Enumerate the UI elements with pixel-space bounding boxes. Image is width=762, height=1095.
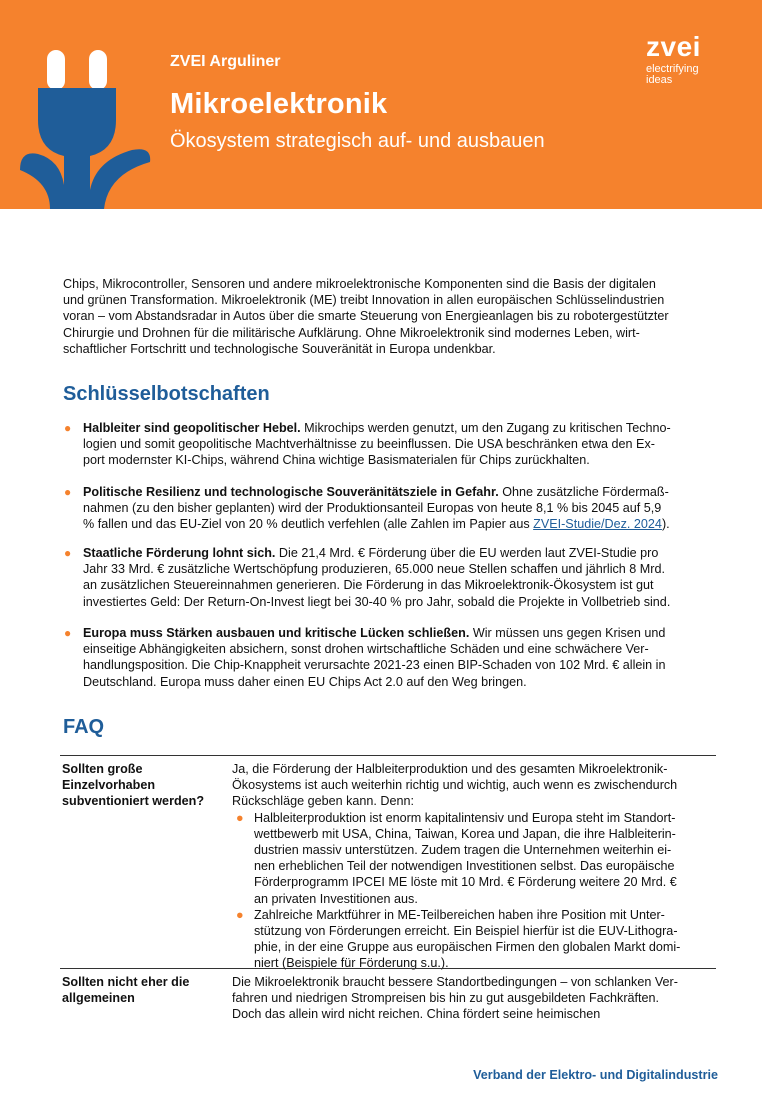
faq-answer-line: fahren und niedrigen Strompreisen bis hin zu gut ausgebildeten Fachkräften. xyxy=(232,991,660,1006)
faq-question-line: Sollten große xyxy=(62,762,143,776)
bullet-icon: ● xyxy=(236,810,244,825)
key-message-line: investiertes Geld: Der Return-On-Invest liegt bei 30-40 % pro Jahr, sobald die Projekte in Vollbetrieb sind. xyxy=(83,594,671,609)
key-message-item xyxy=(63,625,713,690)
intro-line: schaftlicher Fortschritt und technologische Souveränität in Europa undenkbar. xyxy=(63,341,496,356)
faq-question-line: Sollten nicht eher die xyxy=(62,975,190,989)
key-message-line: handlungsposition. Die Chip-Knappheit verursachte 2021-23 einen BIP-Schaden von 102 Mrd. € allein in xyxy=(83,658,666,673)
intro-line: und grünen Transformation. Mikroelektronik (ME) treibt Innovation in allen europäischen Schlüsselindustrien xyxy=(63,293,665,308)
key-message-line: an zusätzlichen Steuereinnahmen generieren. Die Förderung in das Mikroelektronik-Ökosystem ist gut xyxy=(83,578,654,593)
header-banner xyxy=(0,0,762,209)
key-message-text: Die 21,4 Mrd. € Förderung über die EU werden laut ZVEI-Studie pro xyxy=(275,546,659,560)
logo-wordmark: zvei xyxy=(646,31,701,62)
faq-bullet-line: stützung von Förderungen erreicht. Ein Beispiel hierfür ist die EUV-Lithogra- xyxy=(254,924,678,939)
bullet-icon: ● xyxy=(236,907,244,922)
intro-line: voran – vom Abstandsradar in Autos über die smarte Steuerung von Energieanlagen bis zu robotergestützter xyxy=(63,309,669,324)
intro-line: Chips, Mikrocontroller, Sensoren und andere mikroelektronische Komponenten sind die Basis der digitalen xyxy=(63,277,656,291)
key-message-lead: Politische Resilienz und technologische Souveränitätsziele in Gefahr. xyxy=(83,485,499,499)
key-message-line: % fallen und das EU-Ziel von 20 % deutlich verfehlen (alle Zahlen im Papier aus xyxy=(83,517,534,532)
faq-question-line: subventioniert werden? xyxy=(62,794,205,809)
page-subtitle: Ökosystem strategisch auf- und ausbauen xyxy=(170,130,545,152)
zvei-logo xyxy=(646,32,736,94)
key-message-text: Mikrochips werden genutzt, um den Zugang zu kritischen Techno- xyxy=(300,421,671,435)
faq-bullet-line: an privaten Investitionen aus. xyxy=(254,891,418,906)
faq-question xyxy=(62,974,227,1006)
faq-answer-line: Rückschläge geben kann. Denn: xyxy=(232,794,415,809)
key-message-lead: Staatliche Förderung lohnt sich. xyxy=(83,546,276,560)
faq-bullet-line: phie, in der eine Gruppe aus europäischen Firmen den globalen Markt domi- xyxy=(254,940,681,955)
logo-tagline-1: electrifying xyxy=(646,63,699,75)
bullet-icon: ● xyxy=(64,485,72,499)
faq-answer-bullet xyxy=(232,907,710,972)
logo-tagline-2: ideas xyxy=(646,74,673,86)
key-message-line-end: ). xyxy=(661,517,670,532)
faq-bullet-line: nen erheblichen Teil der notwendigen Investitionen selbst. Das europäische xyxy=(254,859,675,874)
key-message-item xyxy=(63,545,713,610)
faq-bullet-line: niert (Beispiele für Förderung s.u.). xyxy=(254,956,449,971)
faq-answer xyxy=(232,974,710,1023)
intro-paragraph xyxy=(63,276,703,357)
bullet-icon: ● xyxy=(64,626,72,640)
faq-row xyxy=(60,755,716,971)
key-message-line: Jahr 33 Mrd. € zusätzliche Wertschöpfung produzieren, 65.000 neue Stellen schaffen und jährlich 8 Mrd. xyxy=(83,562,665,577)
key-message-line: port modernster KI-Chips, während China wichtige Basismaterialen für Chips zurückhalten. xyxy=(83,453,590,468)
key-message-item xyxy=(63,420,713,469)
key-message-line: Deutschland. Europa muss daher einen EU Chips Act 2.0 auf den Weg bringen. xyxy=(83,674,527,689)
faq-answer-line: Ökosystems ist auch weiterhin richtig und wichtig, auch wenn es zwischendurch xyxy=(232,778,678,793)
faq-answer-line: Doch das allein wird nicht reichen. China fördert seine heimischen xyxy=(232,1007,601,1022)
plug-icon xyxy=(20,50,155,209)
faq-bullet-line: Förderprogramm IPCEI ME löste mit 10 Mrd. € Förderung weitere 20 Mrd. € xyxy=(254,875,677,890)
key-message-text: Wir müssen uns gegen Krisen und xyxy=(469,626,666,640)
faq-answer-line: Die Mikroelektronik braucht bessere Standortbedingungen – von schlanken Ver- xyxy=(232,975,678,989)
series-label: ZVEI Arguliner xyxy=(170,53,281,70)
faq-answer xyxy=(232,761,710,972)
faq-bullet-line: wettbewerb mit USA, China, Taiwan, Korea und Japan, die ihre Halbleiterin- xyxy=(254,826,676,841)
faq-bullet-line: dustrien massiv unterstützen. Zudem tragen die Unternehmen weiterhin ei- xyxy=(254,843,672,858)
faq-heading: FAQ xyxy=(63,716,105,738)
faq-row xyxy=(60,968,716,1038)
faq-bullet-line: Zahlreiche Marktführer in ME-Teilbereichen haben ihre Position mit Unter- xyxy=(254,907,665,922)
key-message-text: Ohne zusätzliche Fördermaß- xyxy=(498,485,669,499)
faq-bullet-line: Halbleiterproduktion ist enorm kapitalintensiv und Europa steht im Standort- xyxy=(254,810,676,825)
faq-question-line: allgemeinen xyxy=(62,991,135,1006)
faq-answer-line: Ja, die Förderung der Halbleiterproduktion und des gesamten Mikroelektronik- xyxy=(232,762,668,776)
intro-line: Chirurgie und Drohnen für die militärische Aufklärung. Ohne Mikroelektronik sind modernes Leben, wirt- xyxy=(63,325,640,340)
bullet-icon: ● xyxy=(64,421,72,435)
key-message-item xyxy=(63,484,713,533)
faq-answer-bullet xyxy=(232,810,710,907)
key-message-lead: Europa muss Stärken ausbauen und kritische Lücken schließen. xyxy=(83,626,470,640)
key-message-line: nahmen (zu den bisher geplanten) wird der Produktionsanteil Europas von heute 8,1 % bis 2045 auf 5,9 xyxy=(83,501,662,516)
study-link[interactable]: ZVEI-Studie/Dez. 2024 xyxy=(533,517,662,532)
key-message-lead: Halbleiter sind geopolitischer Hebel. xyxy=(83,421,301,435)
bullet-icon: ● xyxy=(64,546,72,560)
page-title: Mikroelektronik xyxy=(170,88,388,120)
footer-organization: Verband der Elektro- und Digitalindustrie xyxy=(473,1068,718,1082)
key-message-line: logien und somit geopolitische Machtverhältnisse zu beeinflussen. Die USA beschränken etwa den Ex- xyxy=(83,437,655,452)
faq-question xyxy=(62,761,227,810)
key-message-line: einseitige Abhängigkeiten absichern, sonst drohen wirtschaftliche Schäden und eine schwächere Ver- xyxy=(83,642,649,657)
faq-question-line: Einzelvorhaben xyxy=(62,778,156,793)
key-messages-heading: Schlüsselbotschaften xyxy=(63,383,270,405)
